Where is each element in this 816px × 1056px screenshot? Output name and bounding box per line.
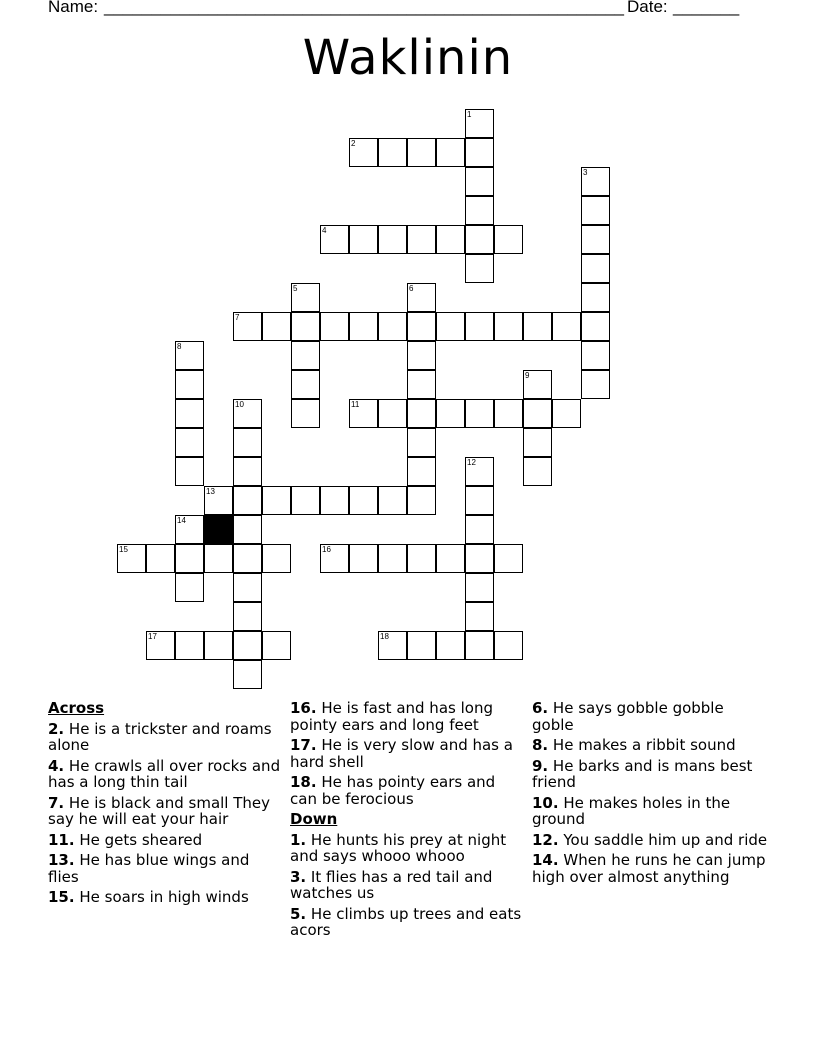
grid-cell[interactable] (407, 399, 436, 428)
clue-across-4: 4. He crawls all over rocks and has a long thin tail (48, 756, 281, 791)
grid-cell[interactable] (349, 312, 378, 341)
grid-cell[interactable] (291, 312, 320, 341)
name-label: Name: (48, 0, 99, 16)
puzzle-title: Waklinin (302, 30, 514, 86)
grid-cell[interactable] (407, 544, 436, 573)
cell-number: 10 (235, 400, 244, 409)
grid-cell[interactable] (465, 515, 494, 544)
grid-cell[interactable] (291, 370, 320, 399)
grid-cell[interactable] (378, 544, 407, 573)
grid-cell[interactable] (523, 399, 552, 428)
grid-cell[interactable] (552, 312, 581, 341)
grid-cell[interactable] (465, 573, 494, 602)
grid-cell[interactable] (494, 312, 523, 341)
grid-cell[interactable] (320, 486, 349, 515)
grid-cell[interactable] (349, 225, 378, 254)
cell-number: 18 (380, 632, 389, 641)
grid-cell[interactable] (581, 312, 610, 341)
grid-cell[interactable] (465, 544, 494, 573)
clue-down-12: 12. You saddle him up and ride (532, 830, 768, 849)
cell-number: 1 (467, 110, 472, 119)
grid-cell[interactable] (407, 225, 436, 254)
clue-across-11: 11. He gets sheared (48, 830, 203, 849)
grid-cell[interactable] (465, 399, 494, 428)
grid-cell[interactable] (291, 486, 320, 515)
grid-cell[interactable] (523, 428, 552, 457)
grid-cell[interactable] (407, 631, 436, 660)
clue-down-9: 9. He barks and is mans best friend (532, 756, 753, 791)
cell-number: 3 (583, 168, 588, 177)
grid-cell[interactable] (407, 312, 436, 341)
clue-column-2 (290, 700, 526, 943)
grid-cell[interactable] (233, 457, 262, 486)
grid-cell[interactable] (523, 312, 552, 341)
grid-cell[interactable] (378, 225, 407, 254)
grid-cell[interactable] (581, 283, 610, 312)
cell-number: 9 (525, 371, 530, 380)
clue-across-2: 2. He is a trickster and roams alone (48, 719, 272, 754)
grid-cell[interactable] (465, 138, 494, 167)
grid-cell[interactable] (146, 544, 175, 573)
grid-cell[interactable] (581, 341, 610, 370)
cell-number: 2 (351, 139, 356, 148)
grid-cell[interactable] (175, 631, 204, 660)
grid-cell[interactable] (175, 428, 204, 457)
cell-number: 4 (322, 226, 327, 235)
grid-cell[interactable] (407, 370, 436, 399)
clue-across-18: 18. He has pointy ears and can be ferocious (290, 773, 496, 808)
grid-cell[interactable] (436, 399, 465, 428)
grid-cell[interactable] (320, 312, 349, 341)
grid-cell[interactable] (581, 254, 610, 283)
grid-cell[interactable] (233, 660, 262, 689)
grid-cell[interactable] (436, 544, 465, 573)
grid-cell[interactable] (233, 631, 262, 660)
grid-cell[interactable] (407, 428, 436, 457)
grid-cell[interactable] (494, 399, 523, 428)
grid-cell[interactable] (407, 457, 436, 486)
grid-cell[interactable] (262, 312, 291, 341)
grid-cell[interactable] (465, 225, 494, 254)
grid-cell[interactable] (175, 370, 204, 399)
grid-cell[interactable] (378, 138, 407, 167)
cell-number: 15 (119, 545, 128, 554)
grid-cell[interactable] (378, 312, 407, 341)
grid-cell[interactable] (378, 399, 407, 428)
grid-cell[interactable] (233, 602, 262, 631)
clue-down-14: 14. When he runs he can jump high over almost anything (532, 851, 766, 886)
grid-cell[interactable] (291, 341, 320, 370)
grid-cell[interactable] (494, 544, 523, 573)
grid-cell[interactable] (465, 312, 494, 341)
grid-cell[interactable] (523, 457, 552, 486)
grid-cell[interactable] (581, 370, 610, 399)
cell-number: 14 (177, 516, 186, 525)
grid-cell[interactable] (465, 602, 494, 631)
grid-cell[interactable] (407, 486, 436, 515)
down-heading: Down (290, 810, 338, 828)
grid-cell[interactable] (465, 631, 494, 660)
grid-cell[interactable] (465, 196, 494, 225)
cell-number: 6 (409, 284, 414, 293)
cell-number: 13 (206, 487, 215, 496)
cell-number: 12 (467, 458, 476, 467)
grid-cell[interactable] (552, 399, 581, 428)
black-cell (204, 515, 233, 544)
grid-cell[interactable] (349, 486, 378, 515)
grid-cell[interactable] (233, 544, 262, 573)
grid-cell[interactable] (494, 225, 523, 254)
clue-across-15: 15. He soars in high winds (48, 888, 249, 906)
date-label: Date: (627, 0, 668, 16)
grid-cell[interactable] (436, 631, 465, 660)
grid-cell[interactable] (407, 138, 436, 167)
grid-cell[interactable] (262, 544, 291, 573)
across-heading: Across (48, 699, 105, 717)
grid-cell[interactable] (262, 631, 291, 660)
cell-number: 16 (322, 545, 331, 554)
clue-down-8: 8. He makes a ribbit sound (532, 736, 736, 754)
grid-cell[interactable] (204, 631, 233, 660)
grid-cell[interactable] (175, 544, 204, 573)
cell-number: 11 (351, 400, 360, 409)
grid-cell[interactable] (262, 486, 291, 515)
grid-cell[interactable] (465, 167, 494, 196)
clue-across-13: 13. He has blue wings and flies (48, 851, 250, 886)
grid-cell[interactable] (494, 631, 523, 660)
clue-column-1 (48, 700, 284, 910)
grid-cell[interactable] (436, 312, 465, 341)
grid-cell[interactable] (175, 573, 204, 602)
grid-cell[interactable] (233, 486, 262, 515)
clue-across-7: 7. He is black and small They say he will eat your hair (48, 793, 271, 828)
grid-cell[interactable] (233, 515, 262, 544)
grid-cell[interactable] (349, 544, 378, 573)
grid-cell[interactable] (378, 486, 407, 515)
clue-down-5: 5. He climbs up trees and eats acors (290, 904, 522, 939)
grid-cell[interactable] (436, 225, 465, 254)
grid-cell[interactable] (175, 399, 204, 428)
cell-number: 7 (235, 313, 240, 322)
grid-cell[interactable] (233, 573, 262, 602)
grid-cell[interactable] (233, 428, 262, 457)
cell-number: 5 (293, 284, 298, 293)
clue-down-1: 1. He hunts his prey at night and says whooo whooo (290, 830, 507, 865)
name-line[interactable]: _______________________________________________________ (104, 0, 625, 16)
clue-column-3 (532, 700, 768, 889)
cell-number: 8 (177, 342, 182, 351)
date-line[interactable]: _______ (673, 0, 740, 16)
grid-cell[interactable] (407, 341, 436, 370)
grid-cell[interactable] (581, 225, 610, 254)
grid-cell[interactable] (291, 399, 320, 428)
grid-cell[interactable] (581, 196, 610, 225)
clue-across-17: 17. He is very slow and has a hard shell (290, 736, 513, 771)
grid-cell[interactable] (175, 457, 204, 486)
clue-across-16: 16. He is fast and has long pointy ears and long feet (290, 699, 493, 734)
grid-cell[interactable] (465, 486, 494, 515)
grid-cell[interactable] (436, 138, 465, 167)
clue-down-10: 10. He makes holes in the ground (532, 793, 731, 828)
grid-cell[interactable] (204, 544, 233, 573)
grid-cell[interactable] (465, 254, 494, 283)
cell-number: 17 (148, 632, 157, 641)
clue-down-3: 3. It flies has a red tail and watches us (290, 867, 493, 902)
clue-down-6: 6. He says gobble gobble goble (532, 699, 724, 734)
